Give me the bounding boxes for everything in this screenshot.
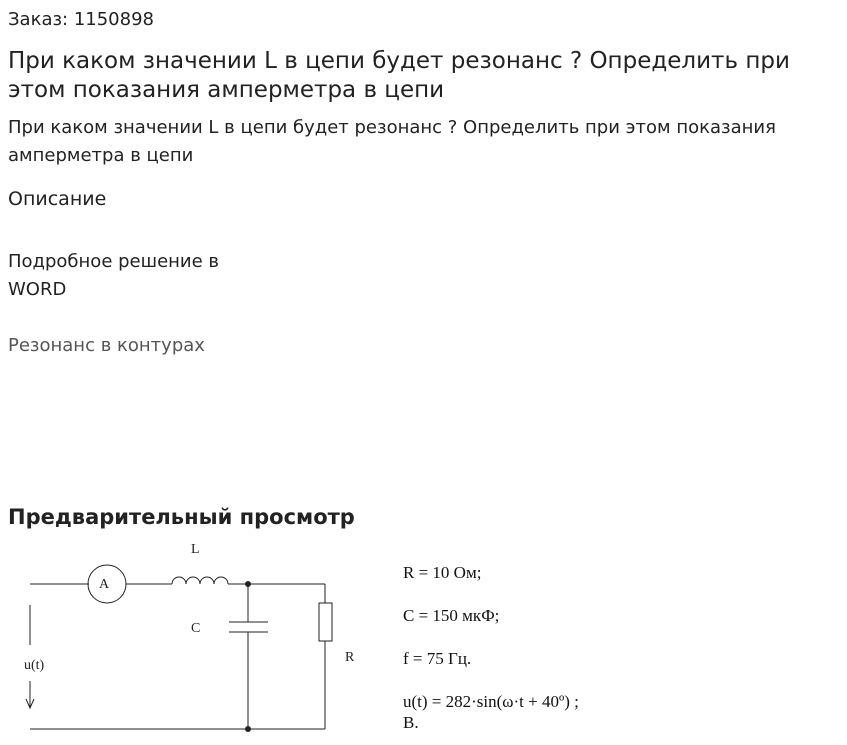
preview-heading: Предварительный просмотр — [8, 505, 355, 529]
circuit-diagram — [0, 535, 400, 745]
task-statement: При каком значении L в цепи будет резонанс ? Определить при этом показания амперметра в цепи — [8, 117, 776, 166]
resistor-label: R — [345, 650, 355, 665]
param-voltage: u(t) = 282·sin(ω·t + 40º) ; — [403, 692, 579, 711]
page-title: При каком значении L в цепи будет резонанс ? Определить при этом показания амперметра в цепи — [8, 48, 790, 103]
preview-image — [0, 535, 847, 745]
param-capacitance: С = 150 мкФ; — [403, 606, 500, 625]
category-link[interactable]: Резонанс в контурах — [8, 335, 205, 356]
order-number: Заказ: 1150898 — [8, 9, 154, 30]
source-label: u(t) — [24, 658, 45, 673]
param-voltage-unit: В. — [403, 713, 419, 732]
description-heading: Описание — [8, 188, 107, 210]
capacitor-label: C — [191, 621, 201, 636]
param-resistance: R = 10 Ом; — [403, 563, 482, 582]
inductor-coil — [172, 577, 228, 584]
resistor-body — [319, 603, 332, 641]
node-top — [245, 581, 251, 587]
description-text: Подробное решение в WORD — [8, 251, 220, 300]
ammeter-label: A — [99, 577, 110, 592]
param-frequency: f = 75 Гц. — [403, 649, 472, 668]
node-bottom — [245, 726, 251, 732]
inductor-label: L — [191, 542, 200, 557]
